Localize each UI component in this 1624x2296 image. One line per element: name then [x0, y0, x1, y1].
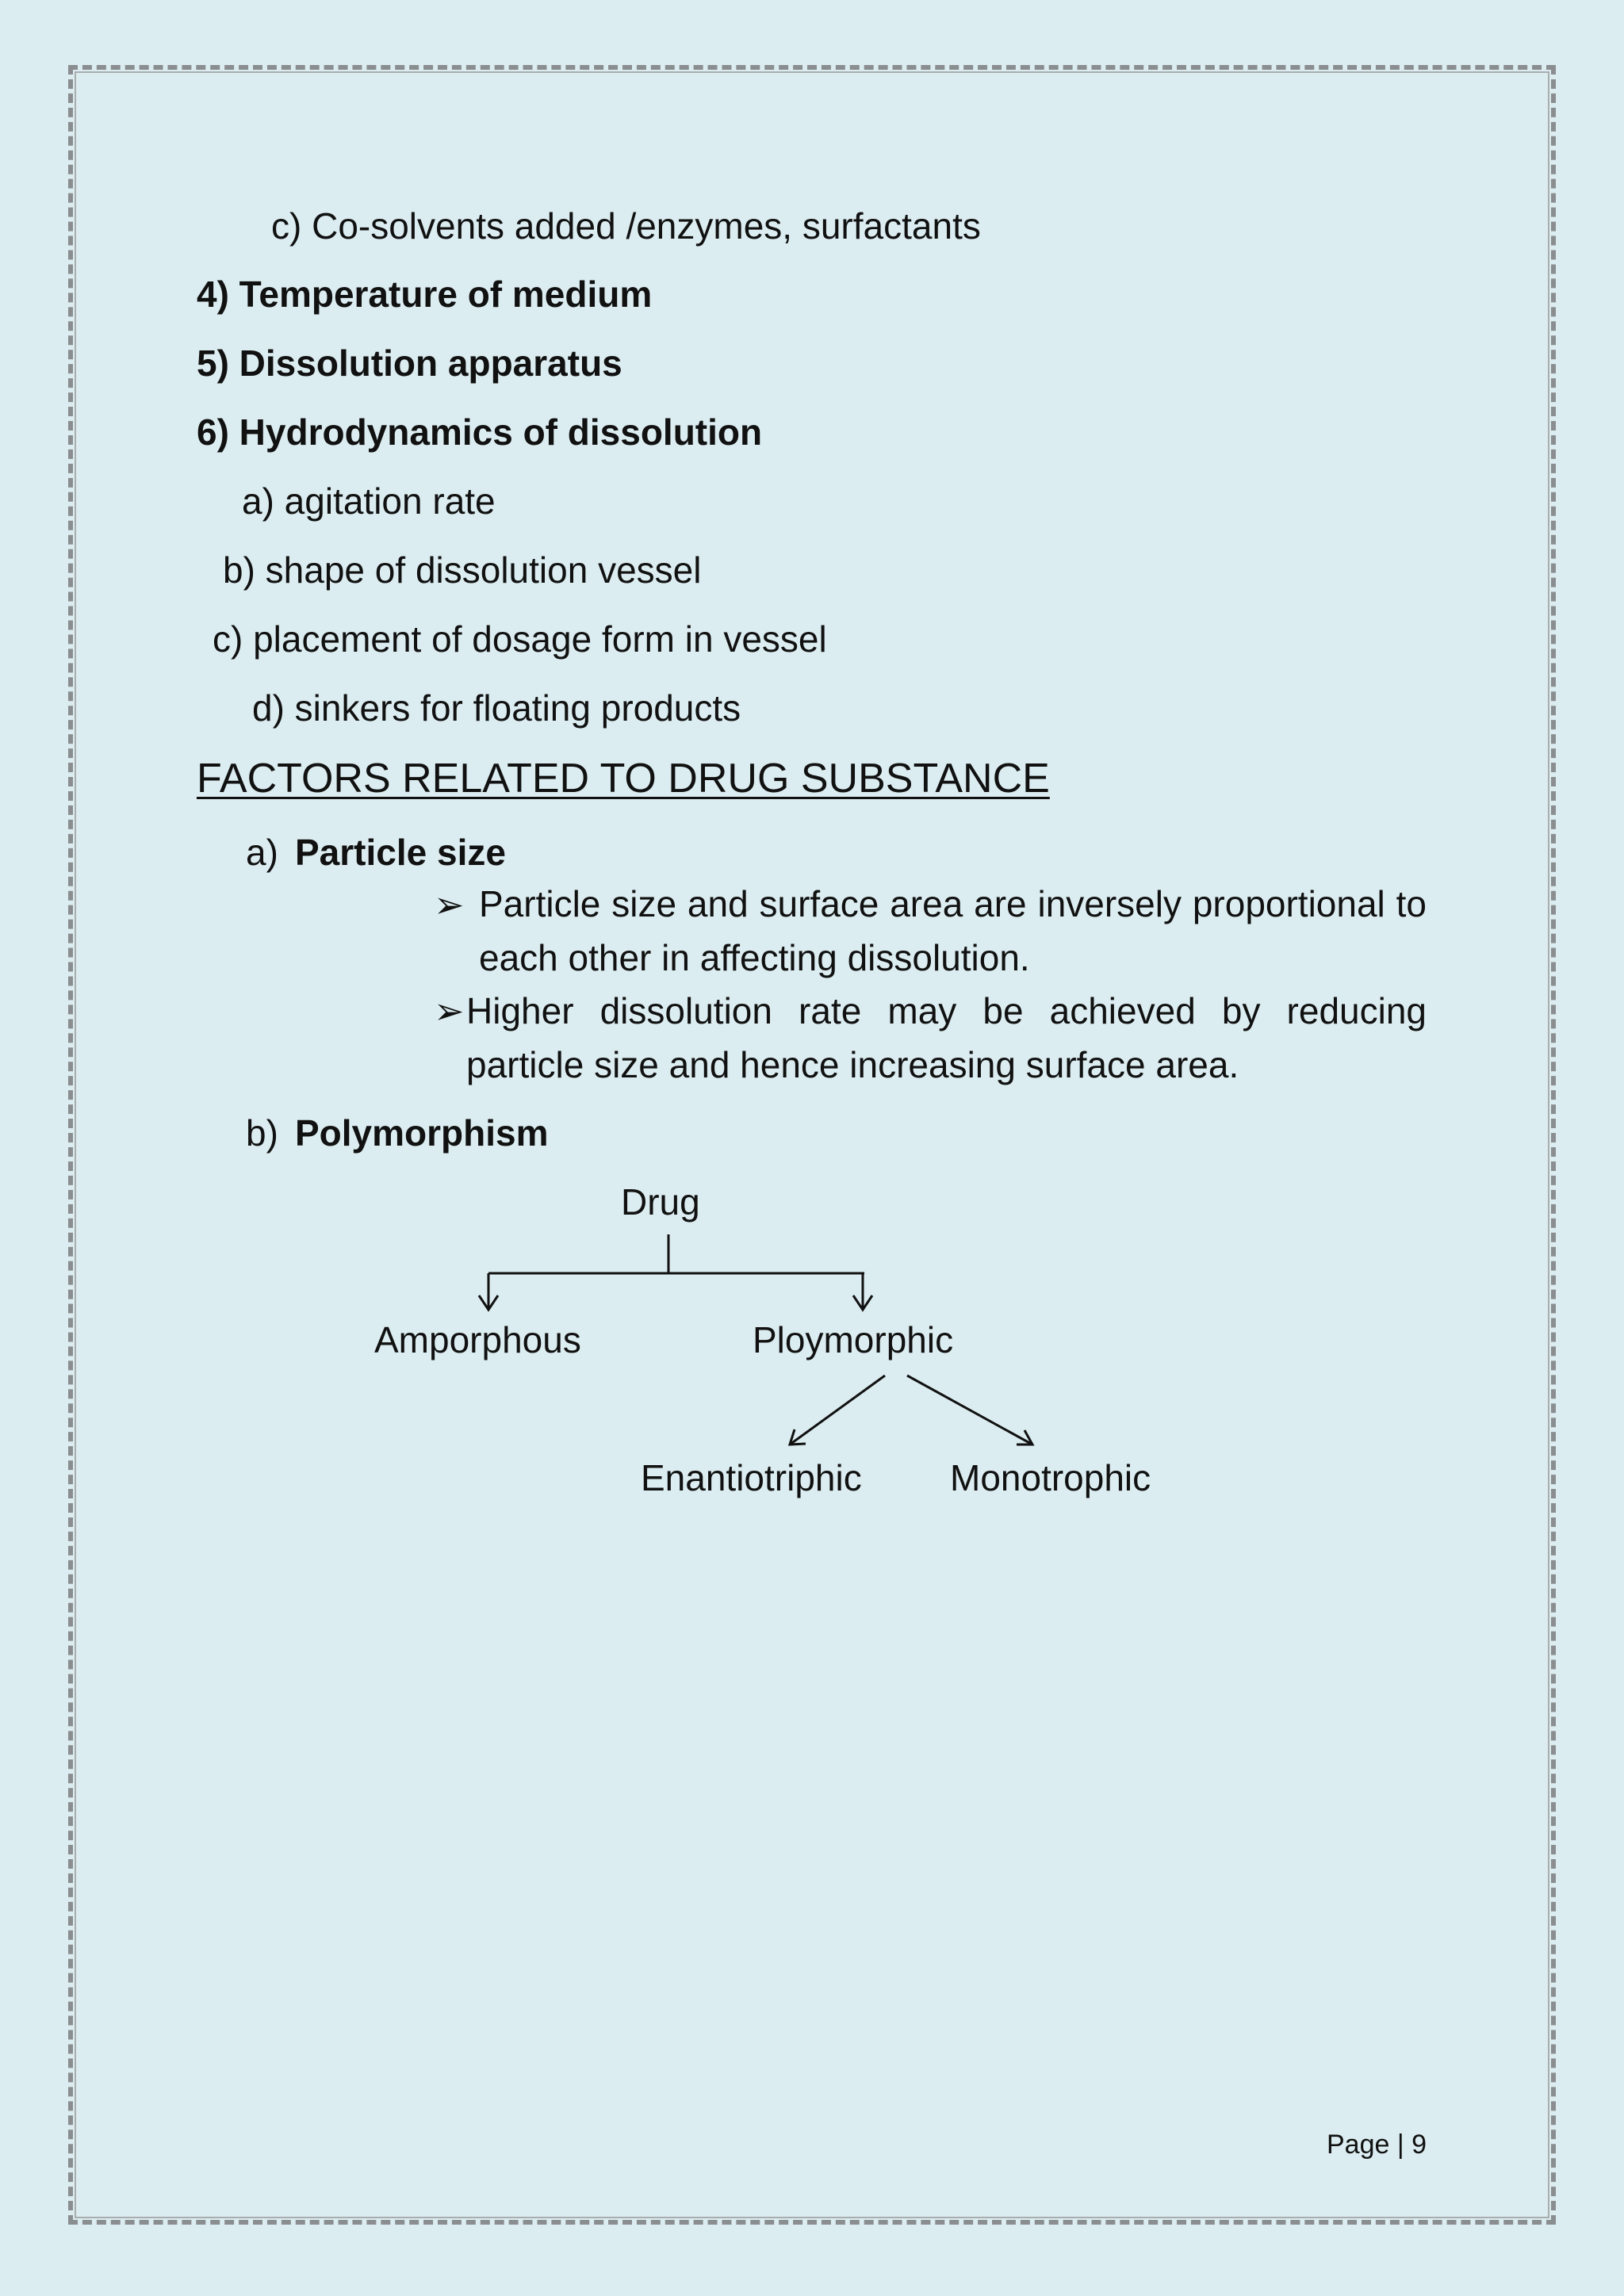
- diagram-node-enantiotriphic: Enantiotriphic: [641, 1457, 862, 1498]
- particle-size-bullet-1: Particle size and surface area are inversely proportional to each other in affecting dissolution.: [479, 883, 1427, 978]
- diagram-node-amporphous: Amporphous: [374, 1319, 581, 1360]
- connector-to-monotrophic: [907, 1376, 1032, 1445]
- diagram-node-ploymorphic: Ploymorphic: [753, 1319, 954, 1360]
- sub-item-dosage-placement: c) placement of dosage form in vessel: [213, 618, 827, 660]
- polymorphism-marker: b): [246, 1112, 278, 1154]
- page-number: Page | 9: [1327, 2130, 1427, 2160]
- bullet-arrow-icon: ➢: [434, 884, 465, 925]
- list-item-temperature: 4) Temperature of medium: [197, 274, 653, 315]
- section-heading: FACTORS RELATED TO DRUG SUBSTANCE: [197, 756, 1050, 802]
- list-item-cosolvents: c) Co-solvents added /enzymes, surfactants: [271, 205, 981, 247]
- sub-item-vessel-shape: b) shape of dissolution vessel: [223, 549, 702, 591]
- bullet-arrow-icon: ➢: [434, 990, 465, 1031]
- particle-size-marker: a): [246, 832, 278, 873]
- particle-size-bullet-2: Higher dissolution rate may be achieved by reducing particle size and hence increasing surface area.: [466, 990, 1427, 1085]
- diagram-node-drug: Drug: [621, 1181, 700, 1223]
- list-item-hydrodynamics: 6) Hydrodynamics of dissolution: [197, 411, 763, 453]
- connector-to-enantiotriphic: [790, 1376, 885, 1445]
- sub-item-sinkers: d) sinkers for floating products: [252, 687, 741, 729]
- polymorphism-title: Polymorphism: [295, 1112, 549, 1154]
- sub-item-agitation-rate: a) agitation rate: [242, 480, 496, 522]
- diagram-node-monotrophic: Monotrophic: [950, 1457, 1151, 1498]
- list-item-dissolution-apparatus: 5) Dissolution apparatus: [197, 342, 622, 384]
- particle-size-title: Particle size: [295, 832, 506, 873]
